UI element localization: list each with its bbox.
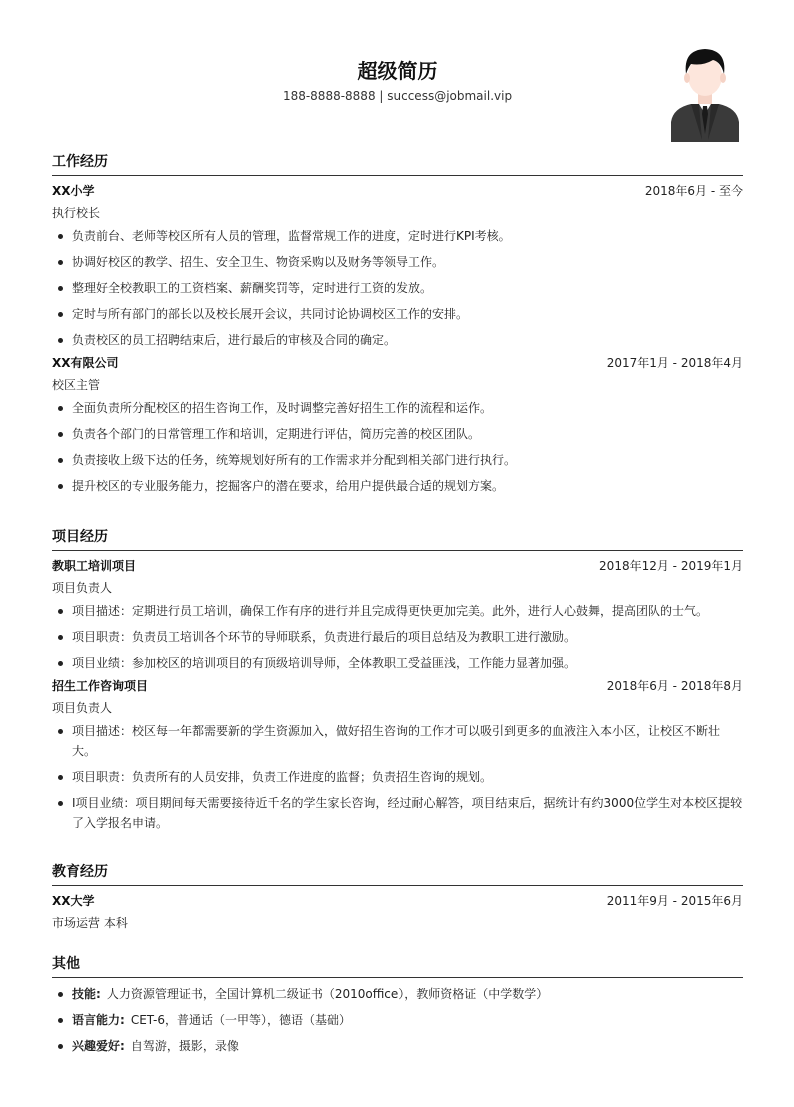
list-item: 负责前台、老师等校区所有人员的管理，监督常规工作的进度，定时进行KPI考核。	[52, 226, 743, 246]
education-detail: 市场运营 本科	[52, 916, 128, 930]
list-item: I项目业绩：项目期间每天需要接待近千名的学生家长咨询，经过耐心解答，项目结束后，据统计有约3000位学生对本校区提较了入学报名申请。	[52, 793, 743, 833]
work-date: 2017年1月 - 2018年4月	[606, 356, 743, 370]
list-item: 定时与所有部门的部长以及校长展开会议，共同讨论协调校区工作的安排。	[52, 304, 743, 324]
language-text: CET-6，普通话（一甲等），德语（基础）	[130, 1013, 351, 1027]
list-item: 提升校区的专业服务能力，挖掘客户的潜在要求，给用户提供最合适的规划方案。	[52, 476, 743, 496]
section-title-education: 教育经历	[52, 862, 743, 886]
section-title-other: 其他	[52, 954, 743, 978]
work-bullets	[52, 226, 743, 350]
project-entry-header	[52, 555, 743, 577]
project-date: 2018年12月 - 2019年1月	[599, 559, 743, 573]
skills-label: 技能:	[72, 987, 101, 1001]
education-entry-header	[52, 890, 743, 912]
work-org: XX有限公司	[52, 356, 119, 370]
skills-text: 人力资源管理证书，全国计算机二级证书（2010office），教师资格证（中学数学）	[106, 987, 549, 1001]
person-avatar-icon	[669, 44, 741, 142]
project-bullets	[52, 601, 743, 673]
list-item: 负责接收上级下达的任务，统筹规划好所有的工作需求并分配到相关部门进行执行。	[52, 450, 743, 470]
list-item	[52, 984, 743, 1004]
list-item: 负责校区的员工招聘结束后，进行最后的审核及合同的确定。	[52, 330, 743, 350]
education-school: XX大学	[52, 894, 95, 908]
hobbies-text: 自驾游，摄影，录像	[130, 1039, 239, 1053]
work-bullets	[52, 398, 743, 496]
other-bullets	[52, 984, 743, 1056]
list-item: 整理好全校教职工的工资档案、薪酬奖罚等，定时进行工资的发放。	[52, 278, 743, 298]
work-entry-header	[52, 180, 743, 202]
work-role: 校区主管	[52, 378, 101, 392]
project-date: 2018年6月 - 2018年8月	[606, 679, 743, 693]
resume-name: 超级简历	[357, 59, 438, 83]
work-date: 2018年6月 - 至今	[644, 184, 743, 198]
hobbies-label: 兴趣爱好:	[72, 1039, 125, 1053]
education-section	[52, 862, 743, 934]
section-title-work: 工作经历	[52, 152, 743, 176]
list-item	[52, 1010, 743, 1030]
work-org: XX小学	[52, 184, 95, 198]
list-item: 全面负责所分配校区的招生咨询工作，及时调整完善好招生工作的流程和运作。	[52, 398, 743, 418]
list-item: 负责各个部门的日常管理工作和培训，定期进行评估，简历完善的校区团队。	[52, 424, 743, 444]
work-section	[52, 152, 743, 502]
section-title-projects: 项目经历	[52, 527, 743, 551]
project-entry-header	[52, 675, 743, 697]
project-name: 招生工作咨询项目	[52, 679, 149, 693]
list-item: 项目业绩：参加校区的培训项目的有顶级培训导师，全体教职工受益匪浅，工作能力显著加强。	[52, 653, 743, 673]
education-date: 2011年9月 - 2015年6月	[606, 894, 743, 908]
language-label: 语言能力:	[72, 1013, 125, 1027]
work-role: 执行校长	[52, 206, 101, 220]
project-role: 项目负责人	[52, 581, 113, 595]
list-item: 项目职责：负责员工培训各个环节的导师联系，负责进行最后的项目总结及为教职工进行激励。	[52, 627, 743, 647]
work-entry-header	[52, 352, 743, 374]
list-item: 项目描述：定期进行员工培训，确保工作有序的进行并且完成得更快更加完美。此外，进行人心鼓舞，提高团队的士气。	[52, 601, 743, 621]
list-item	[52, 1036, 743, 1056]
contact-info: 188-8888-8888 | success@jobmail.vip	[282, 89, 513, 103]
other-section	[52, 954, 743, 1062]
project-bullets	[52, 721, 743, 833]
list-item: 项目职责：负责所有的人员安排，负责工作进度的监督；负责招生咨询的规划。	[52, 767, 743, 787]
list-item: 项目描述：校区每一年都需要新的学生资源加入，做好招生咨询的工作才可以吸引到更多的血液注入本小区，让校区不断壮大。	[52, 721, 743, 761]
project-name: 教职工培训项目	[52, 559, 137, 573]
projects-section	[52, 527, 743, 839]
project-role: 项目负责人	[52, 701, 113, 715]
list-item: 协调好校区的教学、招生、安全卫生、物资采购以及财务等领导工作。	[52, 252, 743, 272]
